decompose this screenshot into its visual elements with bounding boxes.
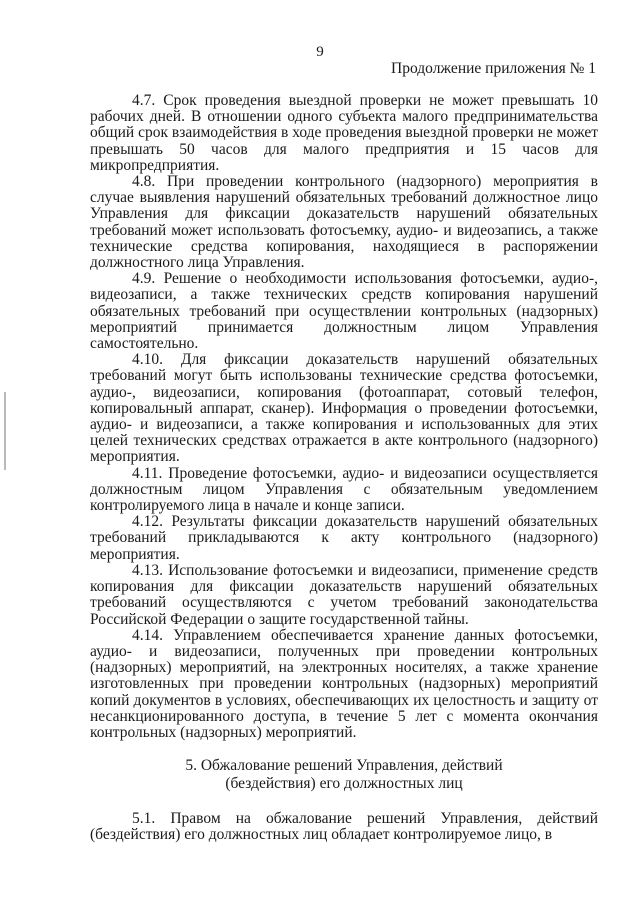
paragraph-4-12: 4.12. Результаты фиксации доказательств нарушений обязательных требований прикладываются к акту контрольного (надзорного) мероприятия. (90, 513, 598, 563)
paragraph-4-9: 4.9. Решение о необходимости использования фотосъемки, аудио-, видеозаписи, а также технических средств копирования нарушений обязательных требований при осуществлении контрольных (надзорных) мероприятий принимается должностным лицом Управления самостоятельно. (90, 270, 598, 353)
section-5-heading (90, 757, 598, 793)
section-5-title-line-1: 5. Обжалование решений Управления, действий (185, 757, 503, 775)
scan-margin-mark (4, 392, 6, 470)
paragraph-4-8: 4.8. При проведении контрольного (надзорного) мероприятия в случае выявления нарушений обязательных требований должностное лицо Управления для фиксации доказательств нарушений обязательных требований может использовать фотосъемку, аудио- и видеозапись, а также технические средства копирования, находящиеся в распоряжении должностного лица Управления. (90, 173, 598, 272)
section-5-title-line-2: (бездействия) его должностных лиц (225, 775, 463, 793)
page-number: 9 (316, 44, 324, 60)
paragraph-4-14: 4.14. Управлением обеспечивается хранение данных фотосъемки, аудио- и видеозаписи, полученных при проведении контрольных (надзорных) мероприятий, на электронных носителях, а также хранение изготовленных при проведении контрольных (надзорных) мероприятий копий документов в условиях, обеспечивающих их целостность и защиту от несанкционированного доступа, в течение 5 лет с момента окончания контрольных (надзорных) мероприятий. (90, 626, 598, 741)
paragraph-4-10: 4.10. Для фиксации доказательств нарушений обязательных требований могут быть использованы технические средства фотосъемки, аудио-, видеозаписи, копирования (фотоаппарат, сотовый телефон, копировальный аппарат, сканер). Информация о проведении фотосъемки, аудио- и видеозаписи, а также копирования и использованных для этих целей технических средствах отражается в акте контрольного (надзорного) мероприятия. (90, 351, 598, 466)
paragraph-4-11: 4.11. Проведение фотосъемки, аудио- и видеозаписи осуществляется должностным лицом Управления с обязательным уведомлением контролируемого лица в начале и конце записи. (90, 464, 598, 515)
appendix-continuation-label: Продолжение приложения № 1 (391, 60, 596, 77)
paragraph-4-7: 4.7. Срок проведения выездной проверки не может превышать 10 рабочих дней. В отношении одного субъекта малого предпринимательства общий срок взаимодействия в ходе проведения выездной проверки не может превышать 50 часов для малого предприятия и 15 часов для микропредприятия. (90, 92, 598, 174)
paragraph-4-13: 4.13. Использование фотосъемки и видеозаписи, применение средств копирования для фиксации доказательств нарушений обязательных требований осуществляются с учетом требований законодательства Российской Федерации о защите государственной тайны. (90, 561, 598, 628)
paragraph-5-1: 5.1. Правом на обжалование решений Управления, действий (бездействия) его должностных лиц обладает контролируемое лицо, в (90, 810, 598, 844)
document-body (90, 93, 598, 844)
